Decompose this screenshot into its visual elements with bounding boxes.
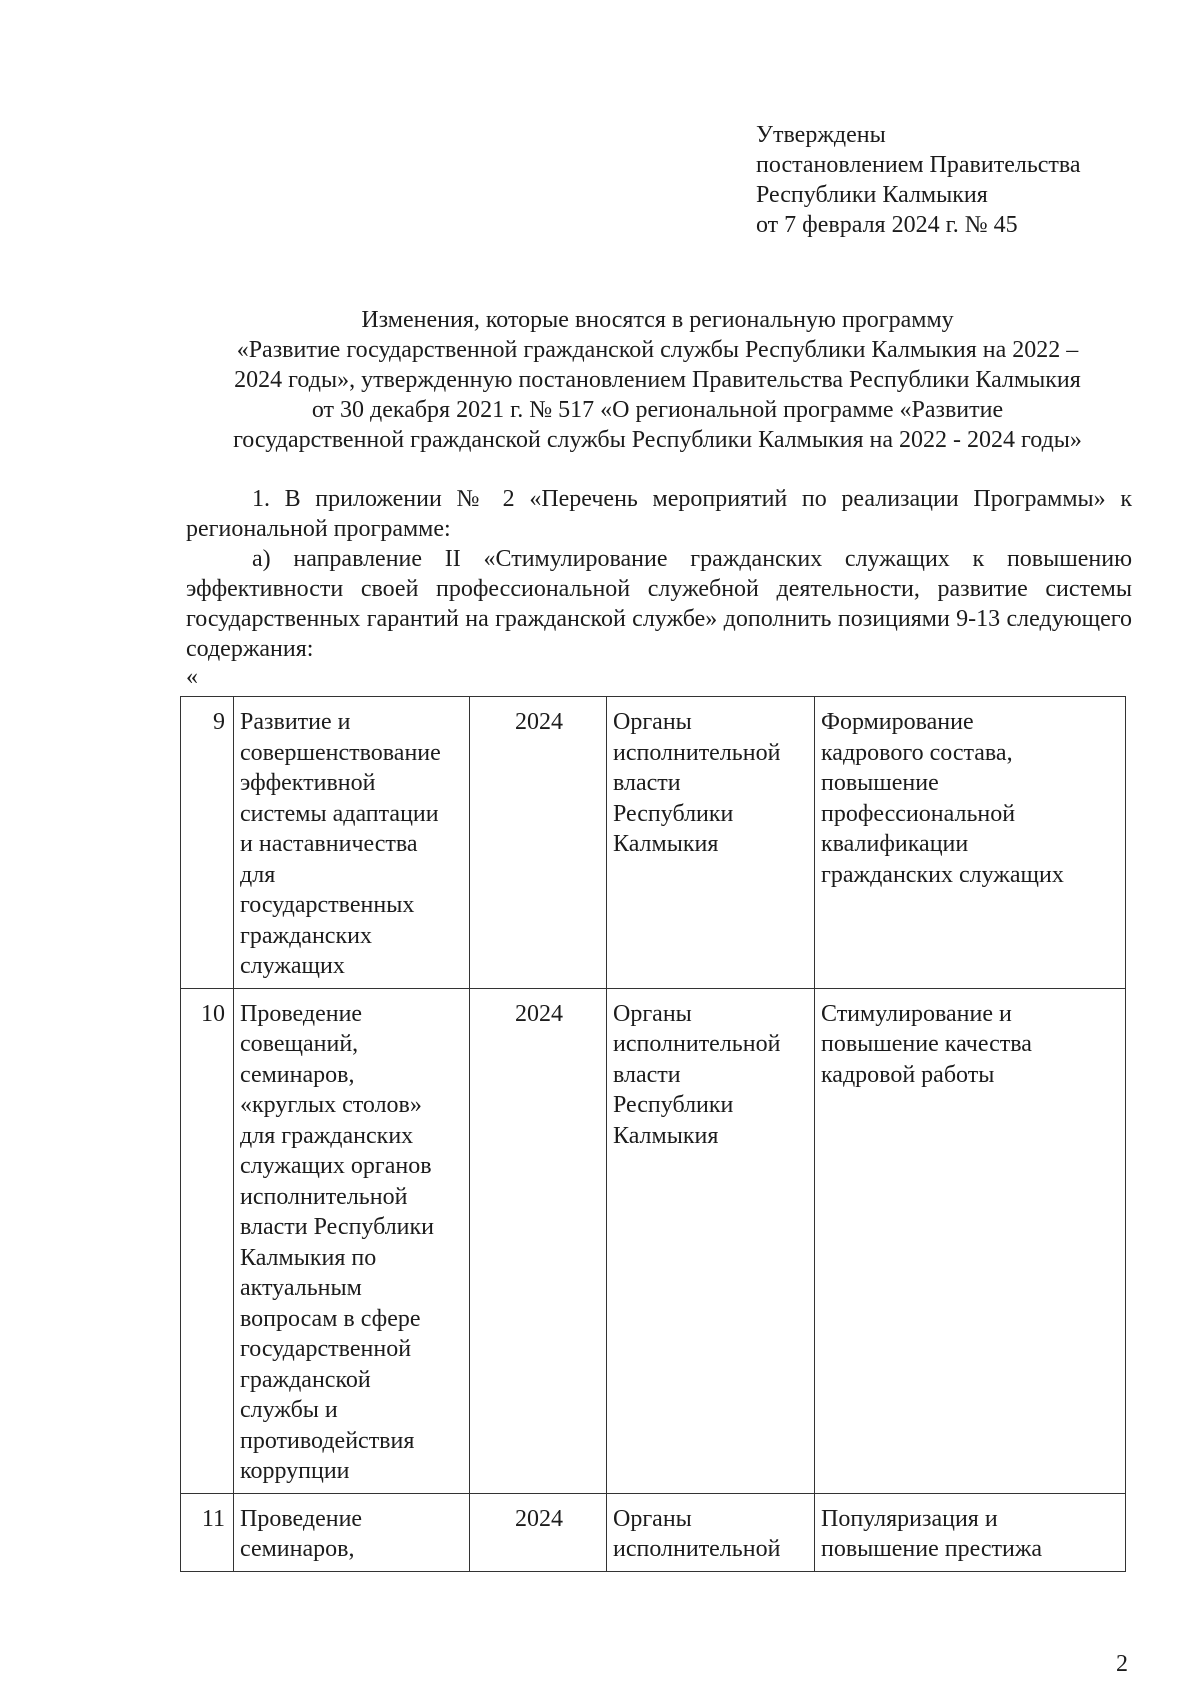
result-cell-line: Стимулирование и [821,1000,1012,1027]
paragraph-2: а) направление II «Стимулирование гражданских служащих к повышению эффективности своей профессиональной служебной деятельности, развитие системы государственных гарантий на гражданской службе» дополнить позициями 9-13 следующего содержания: [186,546,1132,662]
result-cell-line: повышение [821,770,939,796]
activity-cell-line: гражданской [240,1366,371,1393]
activity-cell-line: семинаров, [240,1536,355,1562]
result-cell-line: профессиональной [821,800,1016,827]
activity-cell-line: противодействия [240,1427,415,1454]
activity-cell-line: совершенствование [240,739,441,766]
title-line: государственной гражданской службы Республики Калмыкия на 2022 - 2024 годы» [233,427,1082,453]
activity-cell-line: коррупции [240,1458,350,1484]
activity-cell-line: службы и [240,1397,338,1423]
executor-cell-line: власти [613,770,681,796]
executor-cell-line: Республики [613,1092,734,1118]
page-number: 2 [1116,1651,1128,1677]
activity-cell-line: для гражданских [240,1122,414,1149]
result-cell-line: повышение качества [821,1031,1032,1057]
title-line: «Развитие государственной гражданской службы Республики Калмыкия на 2022 – [236,337,1079,363]
result-cell [815,697,1126,989]
opening-quote: « [186,664,198,690]
activity-cell-line: Развитие и [240,709,351,735]
approval-line: постановлением Правительства [756,152,1081,178]
result-cell-line: Формирование [821,709,974,735]
title-line: 2024 годы», утвержденную постановлением Правительства Республики Калмыкия [234,367,1081,393]
result-cell-line: гражданских служащих [821,861,1064,888]
result-cell [815,988,1126,1493]
activity-cell-line: Проведение [240,1000,363,1027]
activity-cell [234,1493,470,1571]
activity-cell-line: системы адаптации [240,800,439,827]
approval-block [756,120,1081,240]
activities-table [180,696,1126,1572]
activity-cell-line: вопросам в сфере [240,1305,421,1332]
activity-cell-line: «круглых столов» [240,1092,422,1118]
executor-cell-line: исполнительной [613,1536,781,1562]
result-cell-line: кадровой работы [821,1061,995,1088]
activity-cell-line: актуальным [240,1275,362,1301]
result-cell [815,1493,1126,1571]
activity-cell-line: власти Республики [240,1214,435,1240]
result-cell-line: квалификации [821,831,969,857]
activity-cell-line: для [240,861,276,888]
executor-cell-line: Республики [613,800,734,827]
activity-cell-line: государственной [240,1336,412,1362]
activity-cell-line: гражданских [240,922,372,949]
activity-cell-line: Калмыкия по [240,1244,377,1271]
activity-cell-line: Проведение [240,1505,363,1532]
approval-line: Утверждены [756,122,886,148]
activity-cell-line: служащих [240,953,345,979]
activity-cell-line: эффективной [240,770,376,796]
executor-cell-line: исполнительной [613,1031,781,1057]
row-number: 11 [181,1493,234,1571]
document-title [170,305,1145,455]
executor-cell-line: Органы [613,1000,692,1027]
table-row [181,1493,1126,1571]
title-line: от 30 декабря 2021 г. № 517 «О региональной программе «Развитие [311,397,1004,423]
executor-cell-line: Калмыкия [613,1122,719,1149]
result-cell-line: повышение престижа [821,1536,1043,1562]
result-cell-line: Популяризация и [821,1505,998,1532]
table-row [181,697,1126,989]
activity-cell-line: и наставничества [240,831,418,857]
executor-cell-line: власти [613,1061,681,1088]
executor-cell-line: Органы [613,1505,692,1532]
year-cell: 2024 [470,1493,607,1571]
approval-line: от 7 февраля 2024 г. № 45 [756,212,1018,238]
executor-cell-line: Органы [613,709,692,735]
activity-cell-line: совещаний, [240,1031,359,1057]
result-cell-line: кадрового состава, [821,739,1013,766]
year-cell: 2024 [470,988,607,1493]
title-line: Изменения, которые вносятся в региональную программу [361,307,954,333]
row-number: 10 [181,988,234,1493]
row-number: 9 [181,697,234,989]
year-cell: 2024 [470,697,607,989]
executor-cell [607,697,815,989]
activity-cell-line: государственных [240,892,415,918]
executor-cell [607,1493,815,1571]
activity-cell-line: семинаров, [240,1061,355,1088]
executor-cell [607,988,815,1493]
activity-cell-line: исполнительной [240,1183,408,1210]
executor-cell-line: Калмыкия [613,831,719,857]
table-row [181,988,1126,1493]
approval-line: Республики Калмыкия [756,182,988,208]
activity-cell [234,988,470,1493]
activity-cell-line: служащих органов [240,1153,432,1179]
paragraph-1: 1. В приложении № 2 «Перечень мероприятий по реализации Программы» к региональной программе: [186,486,1132,542]
executor-cell-line: исполнительной [613,739,781,766]
activity-cell [234,697,470,989]
